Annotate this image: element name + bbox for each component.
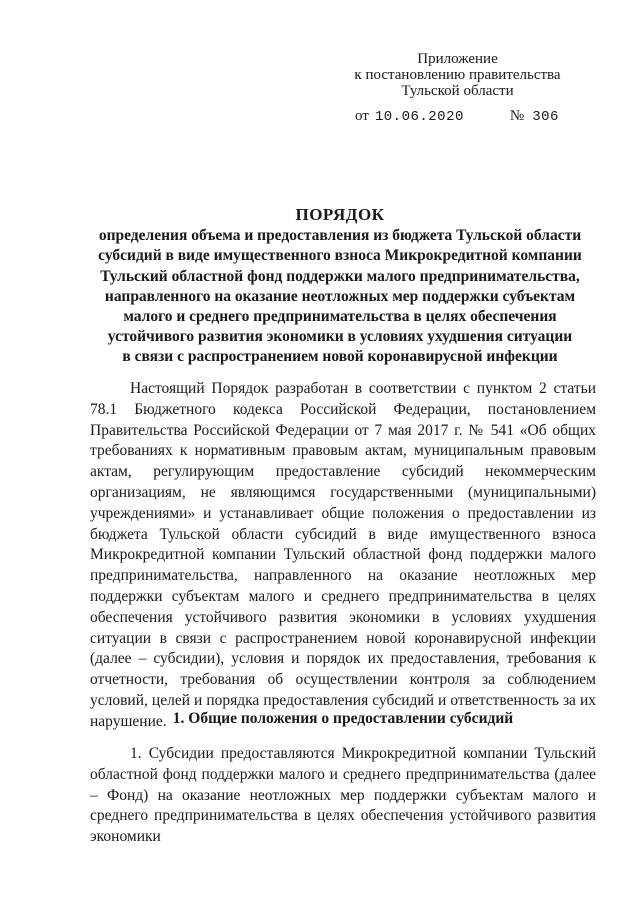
clause-paragraph: 1. Субсидии предоставляются Микрокредитной компании Тульский областной фонд поддержки малого и среднего предпринимательства (далее – Фонд) на оказание неотложных мер поддержки субъектам малого и среднего предпринимательства в целях обеспечения устойчивого развития экономики xyxy=(90,745,596,846)
title-line: в связи с распространением новой коронавирусной инфекции xyxy=(122,348,558,366)
document-title xyxy=(60,205,620,368)
appendix-line-2: к постановлению правительства xyxy=(354,67,561,83)
title-line: определения объема и предоставления из бюджета Тульской области xyxy=(98,227,582,245)
document-number: 306 xyxy=(532,109,559,125)
section-heading: 1. Общие положения о предоставлении субсидий xyxy=(172,710,514,727)
appendix-line-3: Тульской области xyxy=(401,83,514,99)
title-line: Тульский областной фонд поддержки малого предпринимательства, xyxy=(100,267,580,285)
document-date-number xyxy=(355,107,559,126)
document-date: 10.06.2020 xyxy=(374,109,464,125)
title-heading: ПОРЯДОК xyxy=(295,205,385,224)
number-label: № xyxy=(509,108,525,124)
intro-paragraph: Настоящий Порядок разработан в соответствии с пунктом 2 статьи 78.1 Бюджетного кодекса Российской Федерации, постановлением Правительства Российской Федерации от 7 мая 2017 г. № 541 «Об общих требованиях к нормативным правовым актам, муниципальным правовым актам, регулирующим предоставление субсидий некоммерческим организациям, не являющимся государственными (муниципальными) учреждениями» и устанавливает общие положения о предоставлении из бюджета Тульской области субсидий в виде имущественного взноса Микрокредитной компании Тульский областной фонд поддержки малого предпринимательства, направленного на оказание неотложных мер поддержки субъектам малого и среднего предпринимательства в целях обеспечения устойчивого развития экономики в условиях ухудшения ситуации в связи с распространением новой коронавирусной инфекции (далее – субсидии), условия и порядок их предоставления, требования к отчетности, требования об осуществлении контроля за соблюдением условий, целей и порядка предоставления субсидий и ответственность за их нарушение. xyxy=(90,380,596,730)
appendix-line-1: Приложение xyxy=(417,51,498,67)
date-label: от xyxy=(355,108,369,124)
title-line: устойчивого развития экономики в условиях ухудшения ситуации xyxy=(107,328,573,346)
title-line: субсидий в виде имущественного взноса Микрокредитной компании xyxy=(98,247,582,265)
title-line: направленного на оказание неотложных мер поддержки субъектам xyxy=(104,287,576,305)
appendix-block xyxy=(330,51,585,99)
title-line: малого и среднего предпринимательства в целях обеспечения xyxy=(123,308,557,326)
